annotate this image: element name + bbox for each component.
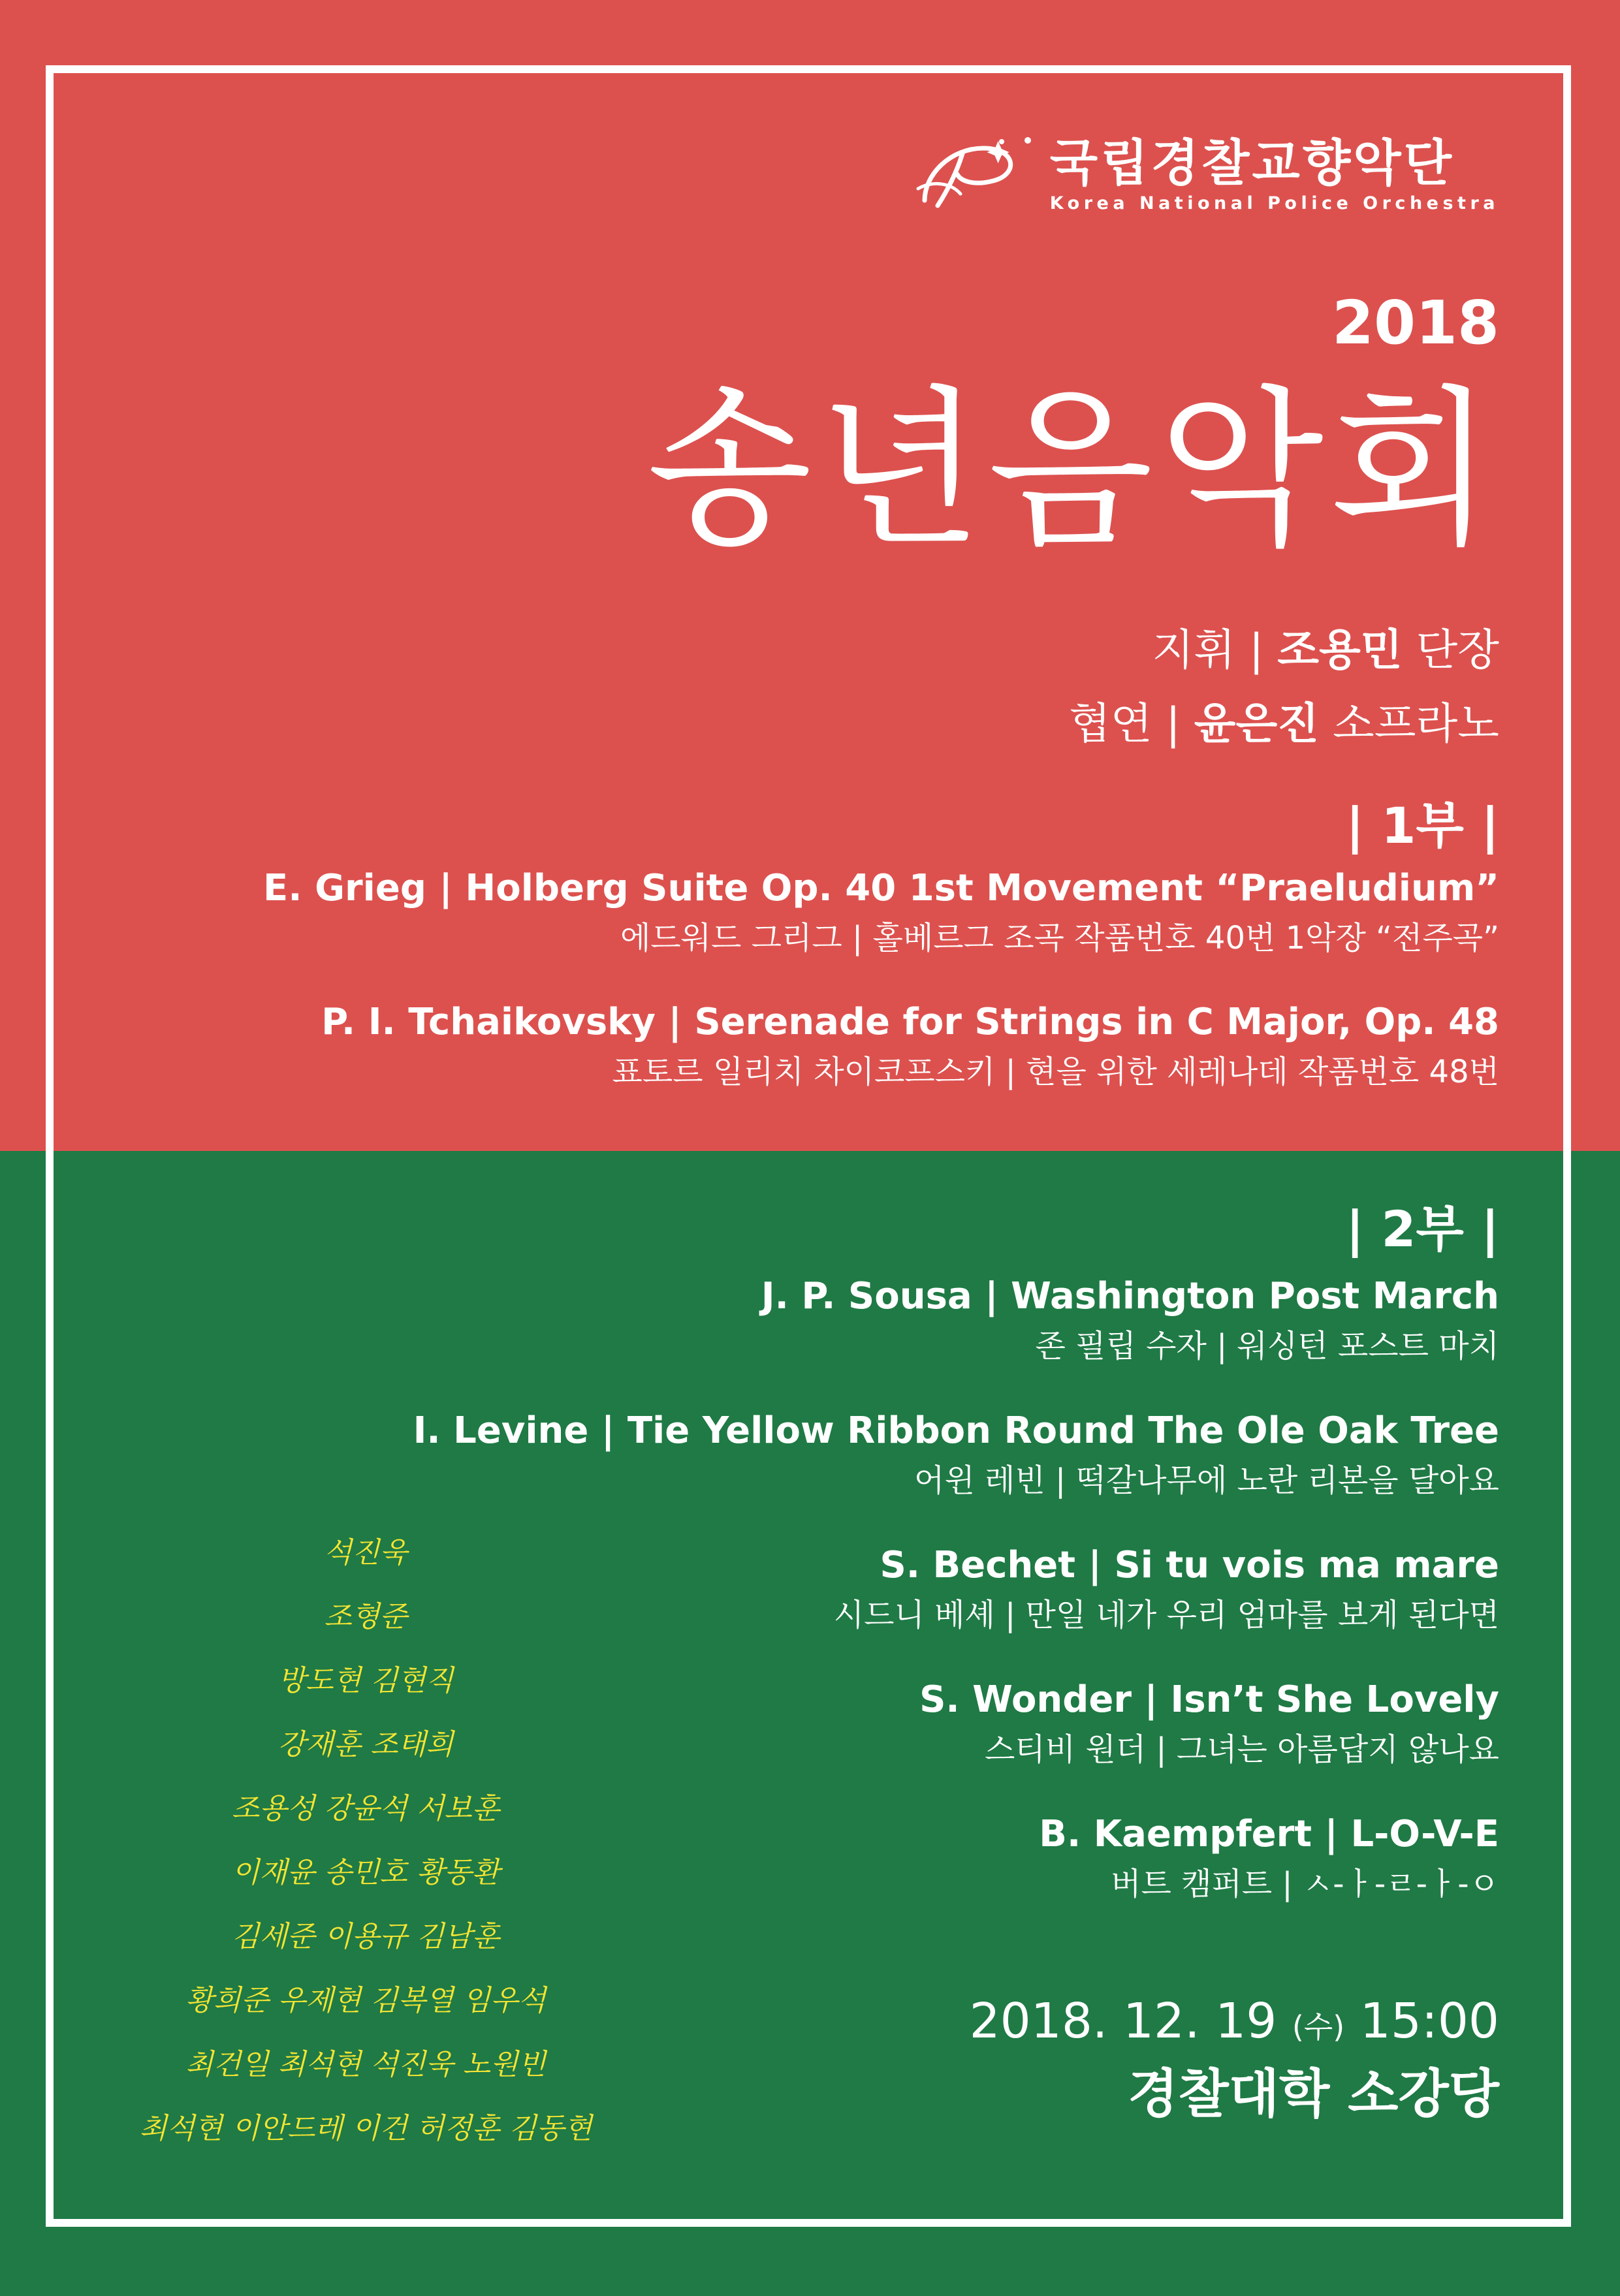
conductor-name: 조용민 <box>1277 625 1403 675</box>
event-datetime <box>970 1991 1499 2057</box>
soloist-credit <box>1069 697 1499 751</box>
conductor-credit <box>1152 623 1500 677</box>
part1-heading: | 1부 | <box>1346 796 1499 855</box>
event-venue: 경찰대학 소강당 <box>1128 2064 1499 2124</box>
member-names-row: 강재훈 조태희 <box>278 1728 454 1761</box>
credit-separator: | <box>1152 699 1194 749</box>
member-names-row: 이재윤 송민호 황동환 <box>231 1856 500 1889</box>
credit-separator: | <box>1235 625 1278 675</box>
orchestra-name-korean: 국립경찰교향악단 <box>1049 134 1455 192</box>
member-names <box>124 1521 607 2161</box>
piece-title-english: S. Wonder | Isn’t She Lovely <box>919 1678 1499 1721</box>
piece-title-english: S. Bechet | Si tu vois ma mare <box>880 1544 1499 1586</box>
concert-year: 2018 <box>1331 288 1499 358</box>
event-date: 2018. 12. 19 <box>969 1993 1277 2049</box>
member-names-row: 조형준 <box>324 1600 407 1633</box>
orchestra-logo <box>912 134 1499 215</box>
event-time: 15:00 <box>1359 1993 1499 2049</box>
credit-role: 협연 <box>1068 699 1152 749</box>
piece-title-korean: 표토르 일리치 차이코프스키 | 현을 위한 세레나데 작품번호 48번 <box>612 1054 1499 1090</box>
program-item <box>761 1273 1499 1367</box>
member-names-row: 김세준 이용규 김남훈 <box>231 1920 500 1953</box>
member-names-row: 최건일 최석현 석진욱 노원빈 <box>185 2048 546 2081</box>
piece-title-english: B. Kaempfert | L-O-V-E <box>1039 1813 1499 1855</box>
piece-title-korean: 존 필립 수자 | 워싱턴 포스트 마치 <box>1035 1328 1499 1364</box>
member-names-row: 석진욱 <box>324 1536 407 1569</box>
program-item <box>834 1542 1499 1636</box>
piece-title-english: J. P. Sousa | Washington Post March <box>761 1275 1499 1317</box>
member-names-row: 방도현 김현직 <box>278 1664 454 1697</box>
member-names-row: 조용성 강윤석 서보훈 <box>231 1792 500 1825</box>
program-item <box>321 999 1499 1093</box>
program-item <box>1039 1811 1499 1905</box>
program-item <box>413 1407 1499 1502</box>
member-names-row: 황희준 우제현 김복열 임우석 <box>185 1984 546 2017</box>
piece-title-english: P. I. Tchaikovsky | Serenade for Strings in C Major, Op. 48 <box>321 1001 1499 1043</box>
piece-title-korean: 스티비 원더 | 그녀는 아름답지 않나요 <box>985 1731 1499 1768</box>
piece-title-english: E. Grieg | Holberg Suite Op. 40 1st Movement “Praeludium” <box>263 867 1499 909</box>
member-names-row: 최석현 이안드레 이건 허정훈 김동현 <box>139 2112 592 2145</box>
soloist-name: 윤은진 <box>1194 699 1319 749</box>
credit-title: 소프라노 <box>1318 699 1499 749</box>
orchestra-name-english: Korea National Police Orchestra <box>1049 193 1499 213</box>
piece-title-korean: 어윈 레빈 | 떡갈나무에 노란 리본을 달아요 <box>914 1462 1499 1499</box>
concert-title: 송년음악회 <box>646 370 1499 569</box>
logo-text <box>1050 134 1499 215</box>
program-item <box>919 1676 1499 1770</box>
piece-title-korean: 에드워드 그리그 | 홀베르그 조곡 작품번호 40번 1악장 “전주곡” <box>620 920 1499 956</box>
piece-title-korean: 시드니 베셰 | 만일 네가 우리 엄마를 보게 된다면 <box>833 1597 1499 1633</box>
program-item <box>263 865 1499 959</box>
credit-role: 지휘 <box>1152 625 1236 675</box>
event-day-of-week: (수) <box>1292 2009 1345 2045</box>
script-p-logo-icon <box>912 135 1036 213</box>
credit-title: 단장 <box>1402 625 1499 675</box>
piece-title-english: I. Levine | Tie Yellow Ribbon Round The Ole Oak Tree <box>413 1409 1499 1452</box>
piece-title-korean: 버트 캠퍼트 | ㅅ-ㅏ-ㄹ-ㅏ-ㅇ <box>1111 1866 1499 1902</box>
part2-heading: | 2부 | <box>1346 1200 1499 1258</box>
